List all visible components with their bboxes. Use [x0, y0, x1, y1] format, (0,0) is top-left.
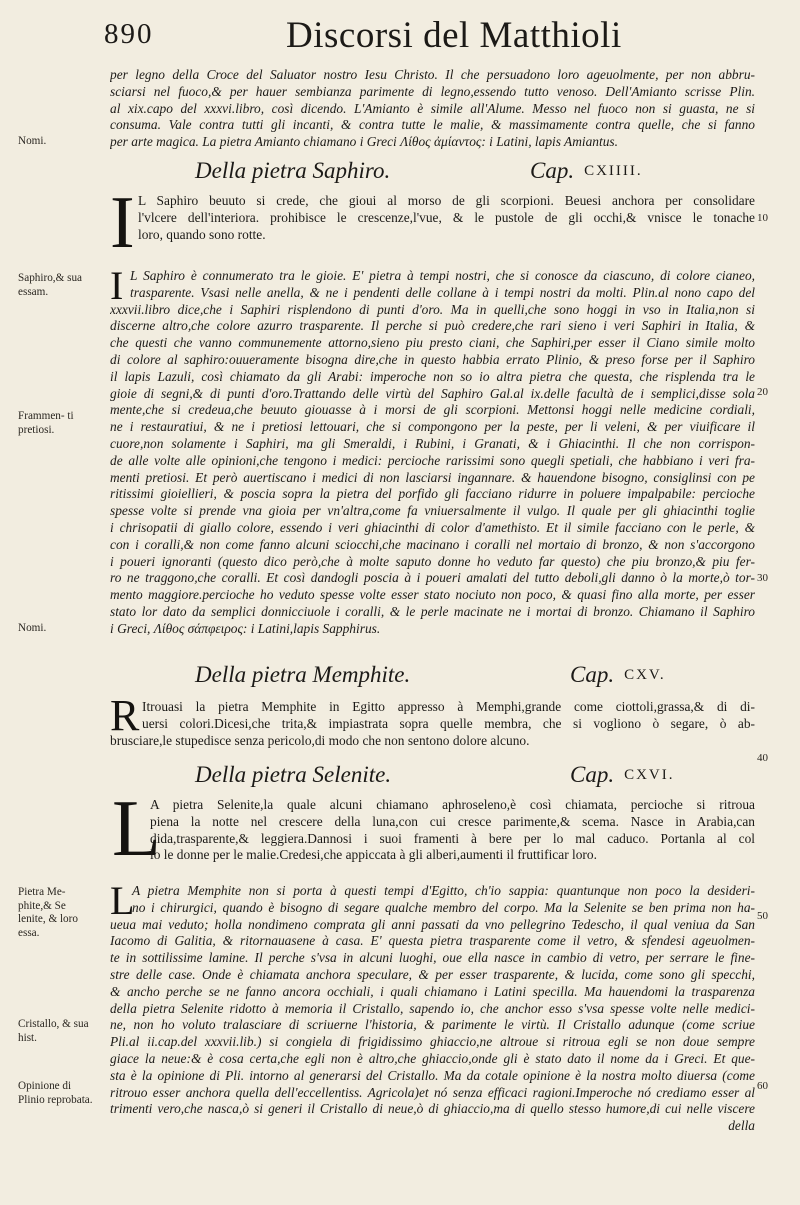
commentary — [110, 878, 755, 1135]
text-line: cuore,non solamente i Saphiri, ma gli Smeraldi, i Rubini, i Granati, & i Ghiacinthi. Il che non corrispon- — [110, 435, 755, 451]
chapter-title: Della pietra Saphiro. — [195, 158, 391, 183]
text-line: piena la notte nel crescere della luna,con cui cresce parimente,& scema. Nasce in Arabia,can — [150, 813, 755, 829]
text-line: lo le donne per le malie.Credesi,che appiccata à gli alberi,aumenti il fruttificar loro. — [150, 847, 597, 863]
text-line: loro, quando sono rotte. — [138, 226, 266, 242]
text-line: trimenti vero,che nasca,ò si generi il Cristallo di neue,ò di ghiaccio,ma di quello stesso humore,di cui nelle viscere — [110, 1101, 755, 1117]
text-line: ro ne traggono,che coralli. Et così dandogli poscia à i poueri amalati del tutto deboli,gli danno ò la morte,ò tor- — [110, 570, 755, 586]
text-line: brusciare,le stupedisce senza pericolo,di modo che non sentono dolore alcuno. — [110, 732, 530, 748]
text-line: i poueri ignoranti (questo dico però,che à molte saputo donne ho veduto far questo) che piu bronzo,& piu fer- — [110, 553, 755, 569]
text-line: per legno della Croce del Saluator nostro Iesu Christo. Il che persuadono loro ageuolmente, per non abbru- — [110, 67, 755, 82]
drop-cap: L — [112, 785, 161, 873]
line-number: 50 — [757, 910, 768, 922]
text-line: ueua mai veduto; holla nondimeno comprata gli anni passati da vno pellegrino Tedescho, il qual veniua da San — [110, 916, 755, 932]
chapter-text — [150, 797, 755, 864]
text-line: mento maggiore.percioche ho veduto spesse volte esser stato nociuto non poco, & quasi fino alla morte, per esser — [110, 587, 755, 603]
text-line: l'vlcere dell'interiora. prohibisce le crescenze,l'vue, & le pustole de gli occhi,& vnisce le tonache — [138, 209, 755, 225]
text-line: stato lor dato da semplici donnicciuole i coralli, & le perle macinate ne i mortai di bronzo. Chiamano il Saphiro — [110, 603, 755, 619]
text-line: della pietra Selenite ridotto à memoria il Cristallo, sapendo io, che anchor esso s'vsa spesse volte nelle medici- — [110, 1000, 755, 1016]
margin-note-nomi: Nomi. — [18, 622, 47, 634]
line-number: 30 — [757, 572, 768, 584]
catchword: della — [728, 1118, 755, 1134]
text-line: trasparente. Vsasi nelle anella, & ne i pendenti delle collane à i tempi nostri da molti. Plin.al nono capo del — [130, 284, 755, 300]
line-number: 60 — [757, 1080, 768, 1092]
margin-note-saphiro: Saphiro,& sua essam. — [18, 272, 83, 298]
intro-paragraph — [110, 67, 755, 151]
line-number: 20 — [757, 386, 768, 398]
text-line: i Greci, Λίθος σάπφειρος: i Latini,lapis Sapphirus. — [110, 620, 381, 636]
text-line: dida,trasparente,& leggiera.Dannosi i suoi framenti à bere per lo mal caduco. Portanla al col — [150, 830, 755, 846]
margin-note-opinione: Opinione di Plinio reprobata. — [18, 1080, 93, 1106]
drop-cap: L — [110, 878, 135, 923]
text-line: consuma. Vale contra tutti gli incanti, & contra tutte le malie, & massimamente contra quelle, che si fanno — [110, 117, 755, 133]
text-line: Pli.al ii.cap.del xxxvii.lib.) si congiela di frigidissimo ghiaccio,ne altroue si ritroua egli se non doue sempre — [110, 1034, 755, 1050]
text-line: di colore al saphiro:ouueramente bisogna dire,che in questo habbia errato Plinio, & preso forse per il Saphiro — [110, 351, 755, 367]
text-line: & ancho perche se ne fanno ancora occhiali, i quali chiamano i Latini specilla. Ma hauendomi la trasparenza — [110, 983, 755, 999]
text-line: per arte magica. La pietra Amianto chiamano i Greci Λίθος ἀμίαντος: i Latini, lapis Amiantus. — [110, 134, 618, 150]
text-line: te in sottilissime lamine. Il perche s'vsa in alcuni luoghi, oue ella nasce in cambio di vetro, per serrare le fine- — [110, 950, 755, 966]
text-line: il lapis Lazuli, così chiamato da gli Arabi: imperoche non so io altra pietra che questa, che risplenda tra le — [110, 368, 755, 384]
text-line: Iacomo di Galitia, & ritornauasene à casa. E' questa pietra trasparente come il vetro, & sfendesi ageuolmen- — [110, 933, 755, 949]
line-number: 40 — [757, 752, 768, 764]
text-line: L Saphiro è connumerato tra le gioie. E' pietra à tempi nostri, che si conosce da ciascuno, di colore cianeo, — [130, 268, 755, 283]
text-line: giace la neue:& è cosa certa,che egli non è altro,che ghiaccio,onde gli è stato dato il nome da i Greci. Et que- — [110, 1050, 755, 1066]
text-line: no i chirurgici, quando è bisogno di segare qualche membro del corpo. Ma la Selenite se ben prima non ha- — [132, 899, 755, 915]
text-line: sciarsi nel fuoco,& per hauer sembianza parimente di legno,essendo tutto venoso. Dell'Amianto scrisse Plin. — [110, 83, 755, 99]
text-line: uersi colori.Dicesi,che trita,& impiastrata sopra quelle membra, che si vogliono ò segare, ò ab- — [142, 715, 755, 731]
chapter-heading — [110, 762, 755, 792]
drop-cap: I — [110, 263, 124, 308]
text-line: xxxvii.libro dice,che i Saphiri risplendono di punti d'oro. Ma in quelli,che sono hoggi in vso in Italia,non si — [110, 301, 755, 317]
text-line: ne, non ho voluto tralasciare di scriuerne l'historia, & parimente le virtù. Il Cristallo adunque (come scriue — [110, 1017, 755, 1033]
text-line: ritrouo esser anchora quella dell'eccellentiss. Agricola)et nó senza efficaci ragioni.Imperoche nó crediamo esser al — [110, 1084, 755, 1100]
text-line: A pietra Memphite non si porta à questi tempi d'Egitto, ch'io sappia: quantunque non poco la desideri- — [132, 883, 755, 898]
text-line: mente,che si credeua,che beuuto giouasse à i morsi de gli scorpioni. Mettonsi hoggi nelle medicine cordiali, — [110, 402, 755, 418]
drop-cap: I — [110, 182, 135, 264]
text-line: gioie di segni,& di punti d'oro.Trattando delle virtù del Saphiro Gal.al ix.delle facultà de i semplici,disse sola — [110, 385, 755, 401]
text-line: al xix.capo del xxxvi.libro, così dicendo. L'Amianto è simile all'Alume. Messo nel fuoco non si guasta, ne si — [110, 100, 755, 116]
text-line: con i coralli,& non come fanno alcuni sciocchi,che macinano i coralli nel mortaio di bronzo, & non s'accorgono — [110, 536, 755, 552]
margin-note-frammenti: Frammen- ti pretiosi. — [18, 410, 74, 436]
text-line: A pietra Selenite,la quale alcuni chiamano aphroseleno,è così chiamata, percioche si ritroua — [150, 797, 755, 812]
text-line: sta è la opinione di Pli. intorno al generarsi del Cristallo. Ma da cotale opinione è la nostra molto diuersa (come — [110, 1067, 755, 1083]
drop-cap: R — [110, 691, 140, 740]
page-number: 890 — [104, 18, 154, 50]
margin-note-pietra: Pietra Me- phite,& Se lenite, & loro essa. — [18, 886, 78, 939]
text-line: spesse volte si prende vna gioia per vn'altra,come fa vniuersalmente il vulgo. Il quale per gli ghiacinthi toglie — [110, 503, 755, 519]
text-line: Itrouasi la pietra Memphite in Egitto appresso à Memphi,grande come ciottoli,grassa,& di di- — [142, 699, 755, 714]
running-title: Discorsi del Matthioli — [286, 15, 622, 56]
chapter-number: Cap. CXVI. — [570, 762, 675, 787]
text-line: L Saphiro beuuto si crede, che gioui al morso de gli scorpioni. Beuesi anchora per consolidare — [138, 193, 755, 208]
chapter-text — [110, 691, 755, 749]
page-header — [104, 14, 744, 64]
chapter-number: Cap. CXV. — [570, 662, 666, 687]
chapter-heading — [110, 158, 755, 188]
chapter-title: Della pietra Selenite. — [195, 762, 392, 787]
text-line: i chrisopatii di giallo colore, essendo i veri ghiacinthi di color d'amethisto. Et il simile facciano con le perle, & — [110, 519, 755, 535]
text-line: menti pretiosi. Et però auertiscano i medici di non lasciarsi ingannare. & hauendone bisogno, consiglinsi con pe — [110, 469, 755, 485]
text-line: ne i restauratiui, & ne i pretiosi lettouari, che si compongono per la peste, per li veleni, & per viuificare il — [110, 419, 755, 435]
text-line: ritissimi gioiellieri, & poscia sopra la pietra del porfido gli facciano ridurre in poluere impalpabile: percioche — [110, 486, 755, 502]
commentary — [110, 263, 755, 638]
text-line: che questi che vanno communemente attorno,sieno piu presto ciani, che Saphiri,per esser il Ciano simile molto — [110, 335, 755, 351]
text-line: stre delle case. Onde è chiamata anchora speculare, & per esser trasparente, & lucida, come sono gli specchi, — [110, 966, 755, 982]
text-line: de alle volte alle opinioni,che tengono i medici: percioche rarissimi sono quegli spetiali, che habbiano i veri fra- — [110, 452, 755, 468]
line-number: 10 — [757, 212, 768, 224]
margin-note-nomi: Nomi. — [18, 135, 47, 147]
chapter-heading — [110, 662, 755, 692]
chapter-title: Della pietra Memphite. — [195, 662, 411, 687]
text-line: discerne altro,che colore azurro trasparente. Il perche si può credere,che rari sieno i veri Saphiri in Italia, & — [110, 318, 755, 334]
margin-note-cristallo: Cristallo, & sua hist. — [18, 1018, 89, 1044]
chapter-text — [138, 193, 755, 243]
chapter-number: Cap. CXIIII. — [530, 158, 643, 183]
